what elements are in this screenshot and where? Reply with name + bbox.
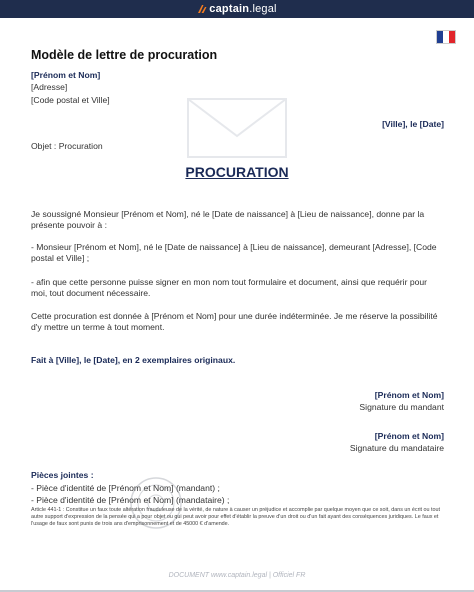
sender-postal-city: [Code postal et Ville] [31,94,110,105]
attachments-title: Pièces jointes : [31,470,94,480]
sender-block [31,69,110,106]
envelope-watermark-icon [187,98,287,158]
procuration-heading: PROCURATION [185,164,289,180]
paragraph-mandataire: - Monsieur [Prénom et Nom], né le [Date de naissance] à [Lieu de naissance], demeurant [Adresse], [Code postal et Ville] ; [31,242,437,264]
captain-logo-icon [197,4,207,14]
signature-mandant-name: [Prénom et Nom] [374,390,444,400]
signature-mandataire-label: Signature du mandataire [349,443,444,454]
attachment-item: - Pièce d'identité de [Prénom et Nom] (mandant) ; [31,483,220,493]
footer-watermark[interactable]: DOCUMENT www.captain.legal | Officiel FR [168,572,306,579]
legal-article-note: Article 441-1 : Constitue un faux toute altération frauduleuse de la vérité, de nature à causer un préjudice et accomplie par quelque moyen que ce soit, dans un écrit ou tout autre support d'expression de la pensée qui a pour objet ou qui peut avoir pour effet d'établir la preuve d'un droit ou d'un fait ayant des conséquences juridiques. Le faux et l'usage de faux sont punis de trois ans d'emprisonnement et de 45000 € d'amende. [31,507,441,527]
france-flag-icon[interactable] [436,30,456,44]
brand-name: captain [209,3,250,15]
signature-mandant-label: Signature du mandant [359,402,444,413]
paragraph-scope: - afin que cette personne puisse signer en mon nom tout formulaire et document, ainsi que requérir pour moi, tout document nécessaire. [31,277,428,299]
flag-red-stripe [449,31,455,43]
document-title: Modèle de lettre de procuration [31,48,218,62]
brand-logo[interactable] [197,3,276,15]
done-at-line: Fait à [Ville], le [Date], en 2 exemplaires originaux. [31,355,236,365]
signature-mandataire-block [350,430,444,455]
sender-name: [Prénom et Nom] [31,70,101,80]
city-date: [Ville], le [Date] [382,119,444,129]
attachment-item: - Pièce d'identité de [Prénom et Nom] (mandataire) ; [31,495,230,506]
signature-mandataire-name: [Prénom et Nom] [374,431,444,441]
signature-mandant-block [359,389,444,414]
brand-tld: .legal [249,3,277,15]
top-header-bar [0,0,474,18]
sender-address: [Adresse] [31,82,68,93]
paragraph-duration: Cette procuration est donnée à [Prénom et Nom] pour une durée indéterminée. Je me réserve la possibilité d'y mettre un terme à tout moment. [31,311,438,333]
paragraph-intro: Je soussigné Monsieur [Prénom et Nom], né le [Date de naissance] à [Lieu de naissance], donne par la présente pouvoir à : [31,209,425,231]
letter-subject: Objet : Procuration [31,141,103,151]
